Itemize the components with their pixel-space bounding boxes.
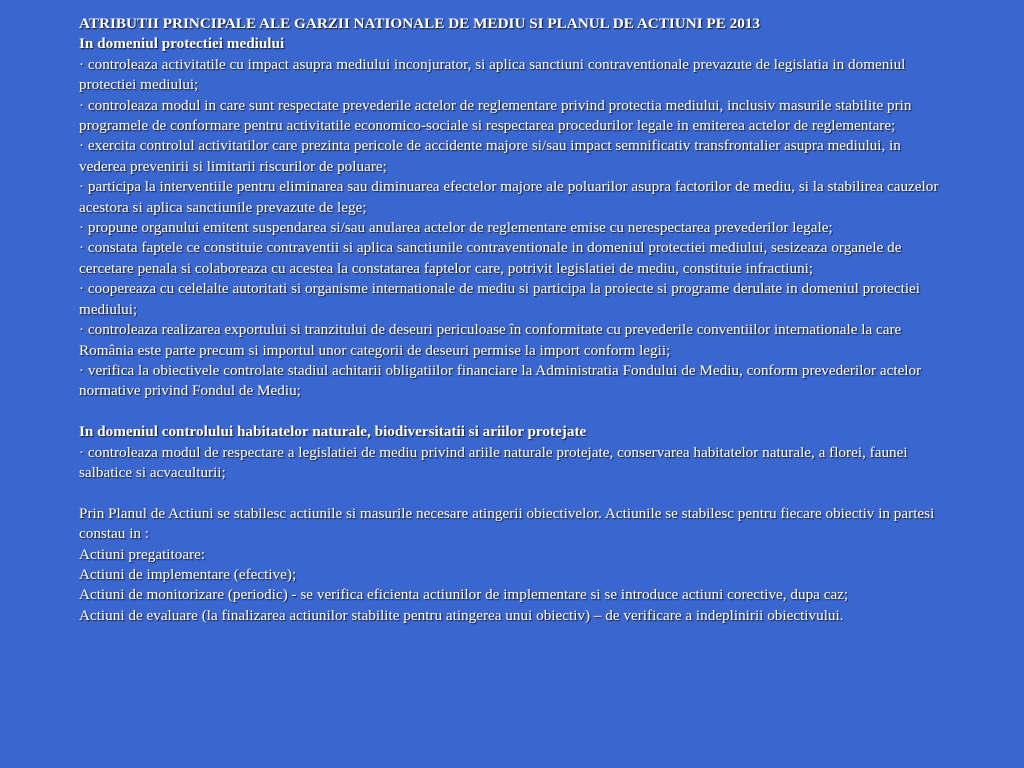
list-item: · verifica la obiectivele controlate stadiul achitarii obligatiilor financiare la Administratia Fondului de Mediu, conform prevederilor actelor normative privind Fondul de Mediu;	[79, 361, 922, 400]
plan-line: Actiuni de implementare (efective);	[79, 565, 297, 583]
plan-line: Actiuni de evaluare (la finalizarea actiunilor stabilite pentru atingerea unui obiectiv) – de verificare a indeplinirii obiectivului.	[79, 606, 844, 624]
plan-line: Actiuni de monitorizare (periodic) - se verifica eficienta actiunilor de implementare si se introduce actiuni corective, dupa caz;	[79, 586, 849, 604]
list-item: · propune organului emitent suspendarea si/sau anularea actelor de reglementare emise cu nerespectarea prevederilor legale;	[79, 219, 833, 237]
plan-intro: Prin Planul de Actiuni se stabilesc actiunile si masurile necesare atingerii obiectivelor. Actiunile se stabilesc pentru fiecare obiectiv in partesi constau in :	[79, 504, 935, 543]
list-item: · controleaza modul de respectare a legislatiei de mediu privind ariile naturale protejate, conservarea habitatelor naturale, a florei, faunei salbatice si acvaculturii;	[79, 443, 908, 481]
list-item: · participa la interventiile pentru eliminarea sau diminuarea efectelor majore ale poluarilor asupra factorilor de mediu, si la stabilirea cauzelor acestora si aplica sanctiunile prevazute de lege;	[79, 178, 939, 216]
list-item: · exercita controlul activitatilor care prezinta pericole de accidente majore si/sau impact semnificativ transfrontalier asupra mediului, in vederea prevenirii si limitarii riscurilor de poluare;	[79, 137, 901, 175]
plan-line: Actiuni pregatitoare:	[79, 545, 206, 563]
list-item: · coopereaza cu celelalte autoritati si organisme internationale de mediu si participa la proiecte si programe derulate in domeniul protectiei mediului;	[79, 280, 921, 318]
section-heading-environment-protection: In domeniul protectiei mediului	[79, 35, 285, 53]
section-heading-habitats: In domeniul controlului habitatelor naturale, biodiversitatii si ariilor protejate	[79, 423, 587, 441]
spacer	[79, 402, 949, 422]
list-item: · controleaza modul in care sunt respectate prevederile actelor de reglementare privind protectia mediului, inclusiv masurile stabilite prin programele de conformare pentru activitatile economico-sociale si respectarea procedurilor legale in emiterea actelor de reglementare;	[79, 96, 912, 135]
list-item: · controleaza activitatile cu impact asupra mediului inconjurator, si aplica sanctiuni contraventionale prevazute de legislatia in domeniul protectiei mediului;	[79, 55, 906, 94]
list-item: · constata faptele ce constituie contraventii si aplica sanctiunile contraventionale in domeniul protectiei mediului, sesizeaza organele de cercetare penala si colaboreaza cu acestea la constatarea faptelor care, potrivit legislatiei de mediu, constituie infractiuni;	[79, 239, 902, 277]
slide-title: ATRIBUTII PRINCIPALE ALE GARZII NATIONALE DE MEDIU SI PLANUL DE ACTIUNI PE 2013	[79, 15, 761, 32]
list-item: · controleaza realizarea exportului si tranzitului de deseuri periculoase în conformitate cu prevederile conventiilor internationale la care România este parte precum si importul unor categorii de deseuri permise la import conform legii;	[79, 321, 902, 359]
spacer	[79, 483, 949, 503]
slide-text-block	[79, 14, 949, 626]
